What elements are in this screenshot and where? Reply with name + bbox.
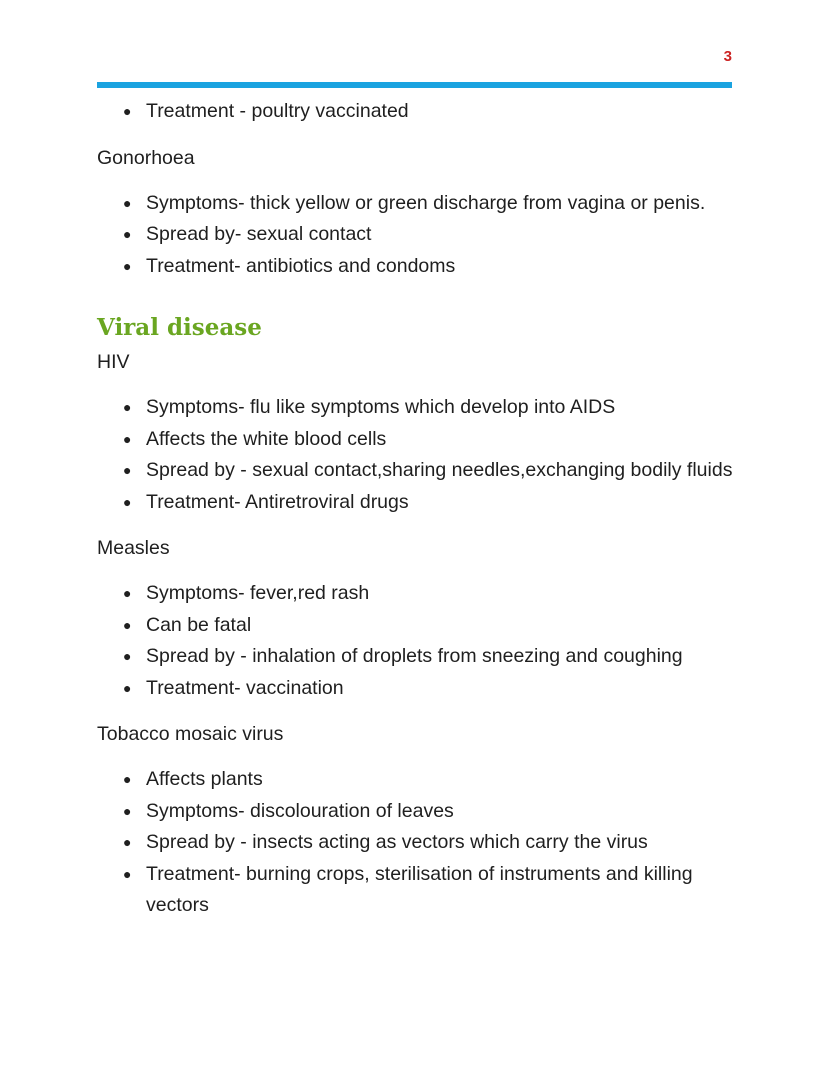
list-item: ● Spread by - inhalation of droplets from sneezing and coughing — [97, 641, 737, 673]
bullet-icon: ● — [123, 257, 132, 274]
bullet-icon: ● — [123, 834, 132, 850]
bullet-list-hiv — [97, 392, 737, 518]
bullet-icon: ● — [123, 616, 132, 633]
bullet-icon: ● — [123, 802, 132, 819]
list-item: ● Spread by - insects acting as vectors which carry the virus — [97, 827, 737, 859]
bullet-list-gonorhoea — [97, 188, 737, 283]
list-item: ● Symptoms- flu like symptoms which develop into AIDS — [97, 392, 737, 424]
list-item: ● Treatment- Antiretroviral drugs — [97, 487, 737, 519]
disease-name-measles: Measles — [97, 537, 170, 559]
bullet-icon: ● — [123, 771, 132, 787]
disease-name-gonorhoea: Gonorhoea — [97, 146, 195, 169]
bullet-icon: ● — [123, 493, 132, 510]
list-item: ● Can be fatal — [97, 610, 737, 642]
header-divider — [97, 82, 732, 88]
list-item: ● Affects plants — [97, 764, 737, 796]
list-item: ● Spread by - sexual contact,sharing needles,exchanging bodily fluids — [97, 455, 737, 487]
list-item: ● Treatment- antibiotics and condoms — [97, 251, 737, 283]
bullet-icon: ● — [123, 462, 132, 478]
list-item: ● Symptoms- thick yellow or green discharge from vagina or penis. — [97, 188, 737, 220]
list-item: ● Affects the white blood cells — [97, 424, 737, 456]
bullet-icon: ● — [123, 399, 132, 415]
bullet-list-measles — [97, 578, 737, 704]
list-item: ● Treatment- burning crops, sterilisation of instruments and killing vectors — [97, 859, 737, 922]
list-item: ● Treatment- vaccination — [97, 673, 737, 705]
document-body — [97, 96, 737, 937]
list-item: ● Symptoms- discolouration of leaves — [97, 796, 737, 828]
bullet-icon: ● — [123, 648, 132, 664]
bullet-icon: ● — [123, 679, 132, 696]
bullet-icon: ● — [123, 194, 132, 211]
section-heading-viral-disease: Viral disease — [97, 314, 262, 341]
bullet-list-poultry — [97, 96, 737, 128]
disease-name-tobacco-mosaic-virus: Tobacco mosaic virus — [97, 723, 284, 745]
list-item: ● Treatment - poultry vaccinated — [97, 96, 737, 128]
list-item: ● Symptoms- fever,red rash — [97, 578, 737, 610]
page-number: 3 — [723, 48, 732, 65]
bullet-icon: ● — [123, 865, 132, 882]
bullet-list-tobacco-mosaic-virus — [97, 764, 737, 922]
bullet-icon: ● — [123, 430, 132, 447]
bullet-icon: ● — [123, 585, 132, 601]
bullet-icon: ● — [123, 226, 132, 242]
disease-name-hiv: HIV — [97, 351, 130, 373]
list-item: ● Spread by- sexual contact — [97, 219, 737, 251]
bullet-icon: ● — [123, 103, 132, 119]
